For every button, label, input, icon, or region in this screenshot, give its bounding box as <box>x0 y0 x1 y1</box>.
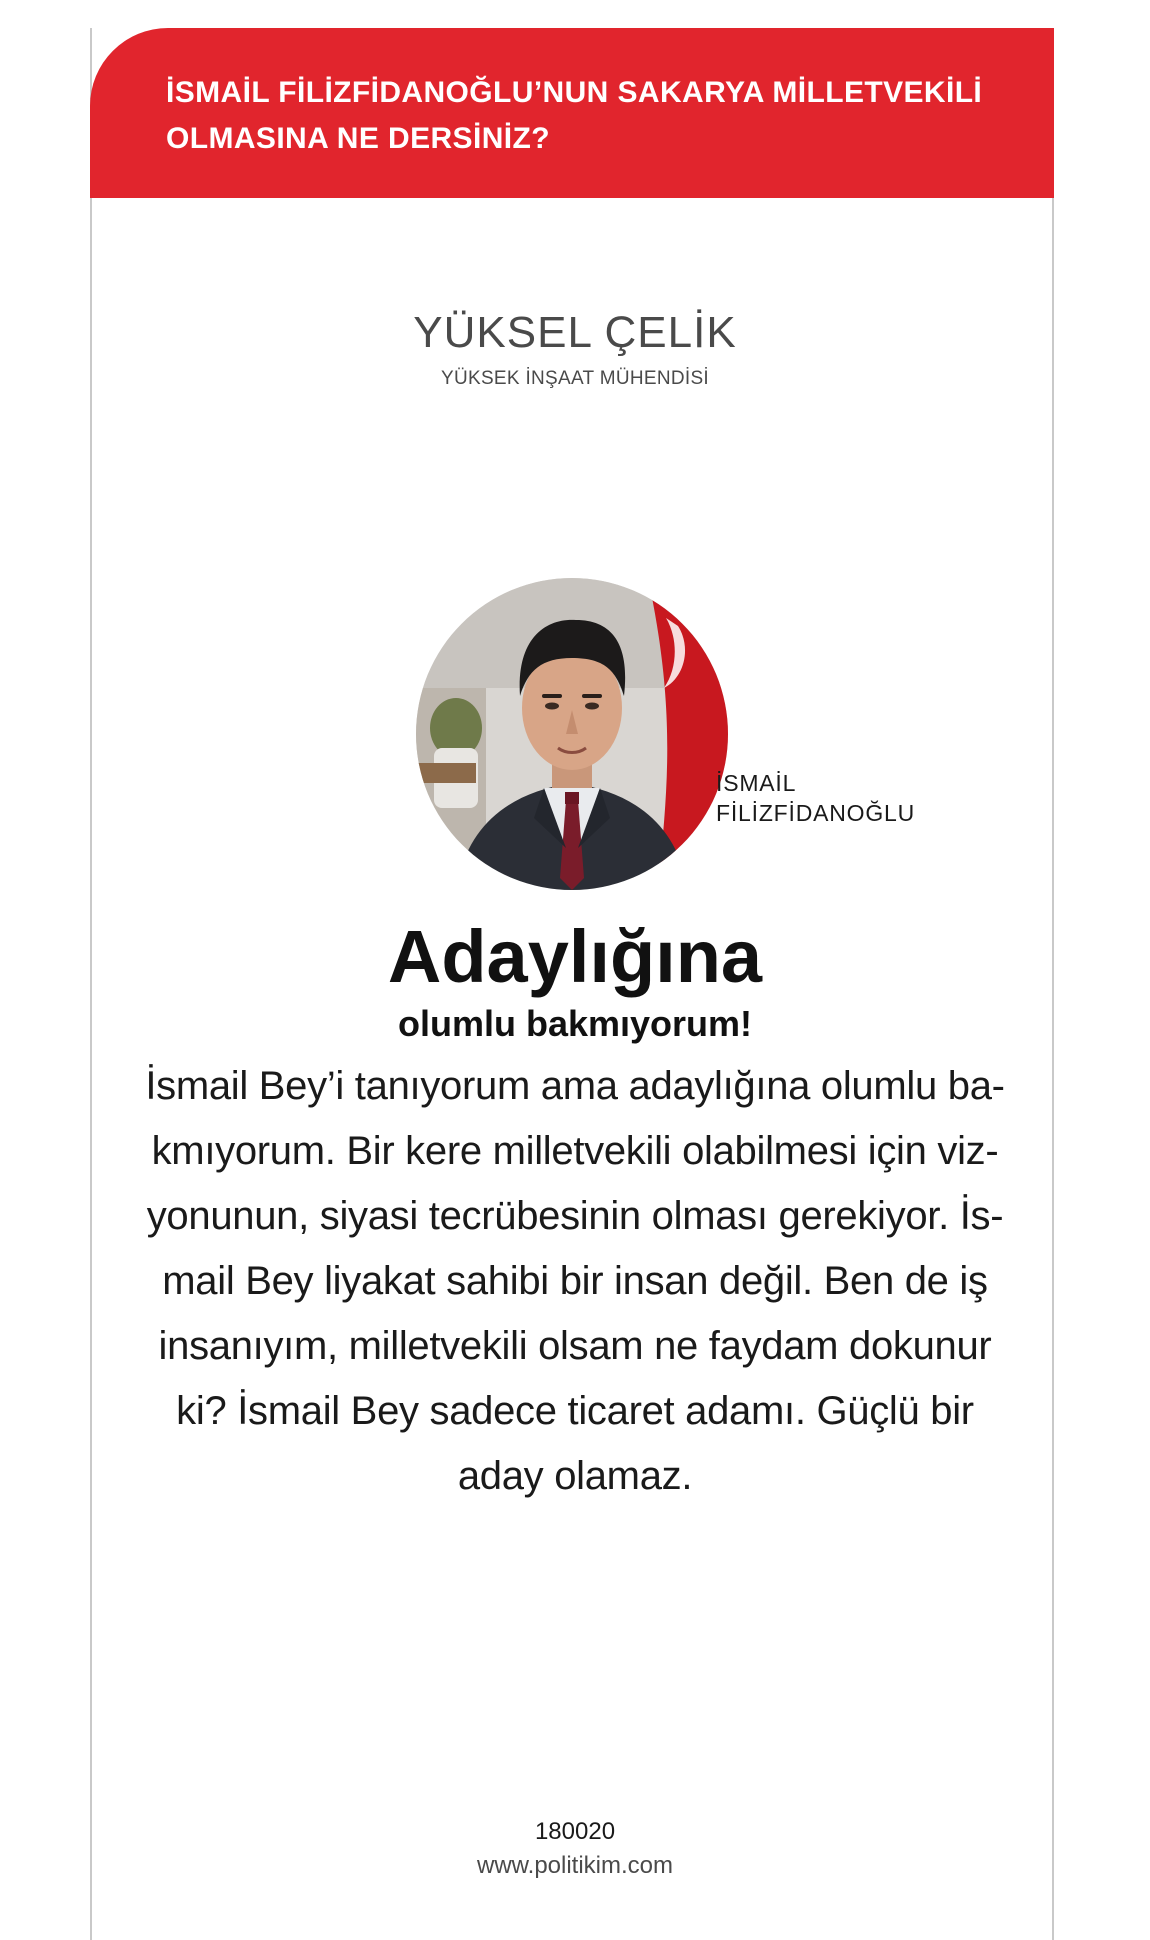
body-line: kmıyorum. Bir kere milletvekili olabilmesi için viz- <box>151 1129 999 1173</box>
portrait-illustration <box>416 578 728 890</box>
body-line: aday olamaz. <box>457 1454 693 1498</box>
body-line: İsmail Bey’i tanıyorum ama adaylığına olumlu ba- <box>145 1064 1005 1108</box>
footer-code: 180020 <box>534 1818 616 1845</box>
caption-line-2: FİLİZFİDANOĞLU <box>716 800 916 826</box>
question-line-1: İSMAİL FİLİZFİDANOĞLU’NUN SAKARYA MİLLETVEKİLİ <box>166 76 983 109</box>
body-line: ki? İsmail Bey sadece ticaret adamı. Güçlü bir <box>176 1389 974 1433</box>
subject-portrait <box>416 578 728 890</box>
article-subheadline: olumlu bakmıyorum! <box>397 1003 753 1044</box>
body-line: insanıyım, milletvekili olsam ne faydam dokunur <box>158 1324 992 1368</box>
body-line: yonunun, siyasi tecrübesinin olması gerekiyor. İs- <box>146 1194 1004 1238</box>
article-headline: Adaylığına <box>387 915 763 998</box>
author-name: YÜKSEL ÇELİK <box>413 308 737 357</box>
portrait-caption <box>716 768 915 828</box>
footer-site-link[interactable]: www.politikim.com <box>476 1852 674 1879</box>
article-body <box>140 1054 1010 1509</box>
author-title: YÜKSEK İNŞAAT MÜHENDİSİ <box>440 368 710 389</box>
body-line: mail Bey liyakat sahibi bir insan değil. Ben de iş <box>162 1259 988 1303</box>
question-line-2: OLMASINA NE DERSİNİZ? <box>166 122 550 155</box>
question-banner <box>90 28 1054 198</box>
caption-line-1: İSMAİL <box>716 770 797 796</box>
